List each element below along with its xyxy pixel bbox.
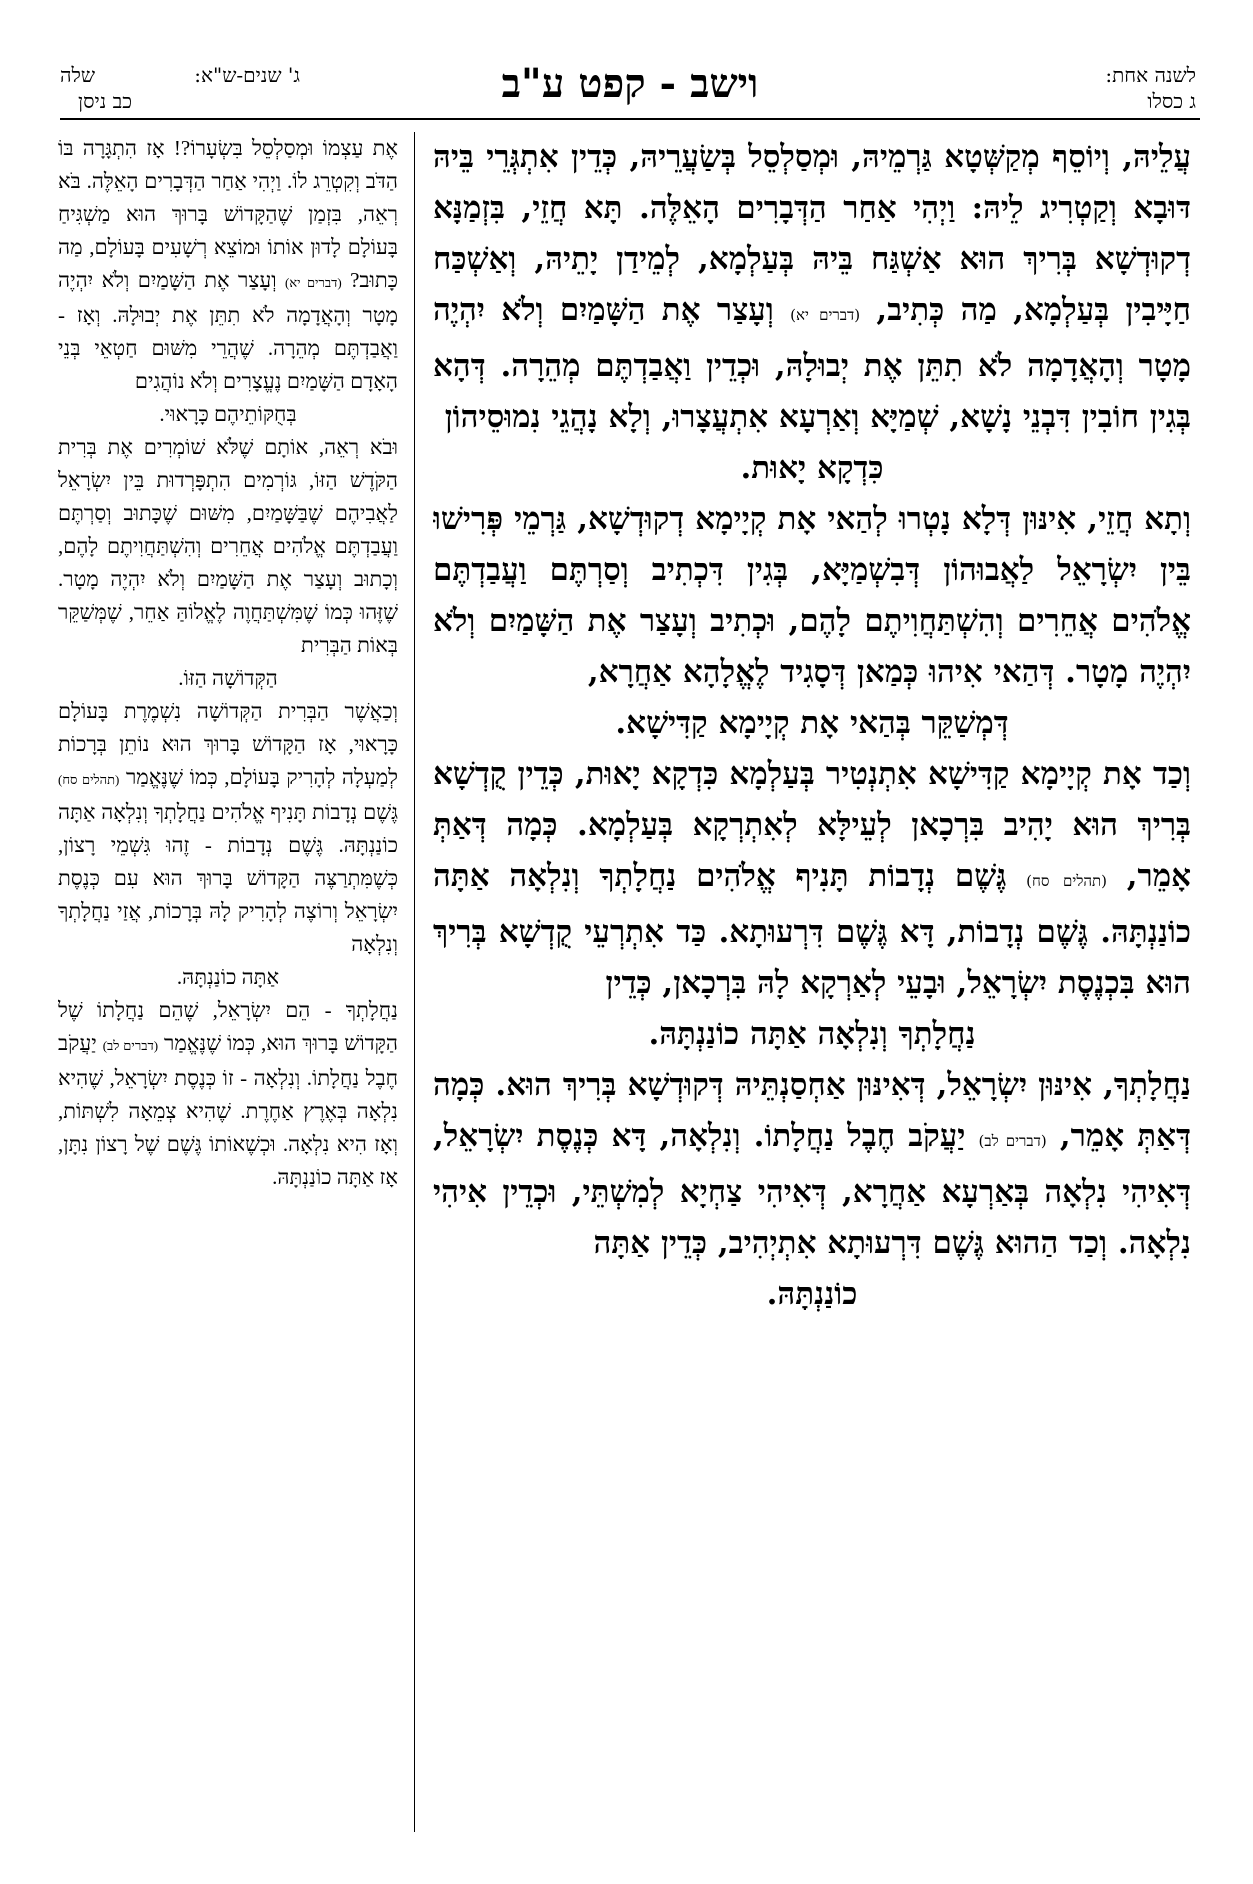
source-ref: (דברים לב) (978, 1132, 1047, 1150)
side-paragraph-2-end: הַקְּדוֹשָׁה הַזּוֹ. (178, 666, 278, 690)
main-paragraph-2: וְתָא חֲזֵי, אִינּוּן דְּלָא נָטְרוּ לְהַאי אָת קְיָימָא דְקוּדְשָׁא, גַּרְמֵי פְּרִישׁוּ בֵּין יִשְׂרָאֵל לַאֲבוּהוֹן דְּבִשְׁמַיָּא, בְּגִין דִּכְתִיב וְסַרְתֶּם וַעֲבַדְתֶּם אֱלֹהִים אֲחֵרִים וְהִשְׁתַּחֲוִיתֶם לָהֶם, וּכְתִיב וְעָצַר אֶת הַשָּׁמַיִם וְלֹא יִהְיֶה מָטָר. דְּהַאי אִיהוּ כְּמַאן דְּסָגִיד לֶאֱלָהָא אַחֲרָא, (433, 501, 1191, 690)
source-ref: (דברים יא) (790, 306, 861, 324)
side-paragraph-1-end: בְּחֻקּוֹתֵיהֶם כָּרָאוּי. (159, 402, 297, 426)
source-ref: (דברים לב) (102, 1038, 159, 1053)
column-divider (414, 132, 415, 1832)
main-paragraph-3: וְכַד אָת קְיָימָא קַדִּישָׁא אִתְנְטִיר בְּעַלְמָא כִּדְקָא יָאוּת, כְּדֵין קֻדְשָׁא בְּרִיךְ הוּא יָהִיב בִּרְכָאן לְעֵילָּא לְאִתְרְקָא בְּעַלְמָא. כְּמָה דְּאַתְּ אָמֵר, (תהלים סח) גֶּשֶׁם נְדָבוֹת תָּנִיף אֱלֹהִים נַחֲלָתְךָ וְנִלְאָה אַתָּה כוֹנַנְתָּהּ. גֶּשֶׁם נְדָבוֹת, דָּא גֶּשֶׁם דִּרְעוּתָא. כַּד אִתְרְעֵי קֻדְשָׁא בְּרִיךְ הוּא בִּכְנֶסֶת יִשְׂרָאֵל, וּבָעֵי לְאַרְקָא לָהּ בִּרְכָאן, כְּדֵין (433, 756, 1191, 1001)
one-year-date: ג כסלו (1147, 89, 1196, 113)
header-rule (60, 118, 1200, 120)
main-paragraph-4-end: כוֹנַנְתָּהּ. (766, 1276, 858, 1312)
main-paragraph-3-end: נַחֲלָתְךָ וְנִלְאָה אַתָּה כוֹנַנְתָּהּ. (648, 1016, 976, 1052)
hebrew-translation-column (58, 132, 398, 1852)
side-paragraph-3-end: אַתָּה כוֹנַנְתָּהּ. (176, 965, 280, 989)
page-header (60, 56, 1200, 126)
aramaic-text-column (433, 132, 1191, 1852)
side-paragraph-4: נַחֲלָתְךָ - הֵם יִשְׂרָאֵל, שֶׁהֵם נַחֲלָתוֹ שֶׁל הַקָּדוֹשׁ בָּרוּךְ הוּא, כְּמוֹ שֶׁנֶּאֱמַר (דברים לב) יַעֲקֹב חֶבֶל נַחֲלָתוֹ. וְנִלְאָה - זוֹ כְּנֶסֶת יִשְׂרָאֵל, שֶׁהִיא נִלְאָה בְּאֶרֶץ אַחֶרֶת. שֶׁהִיא צְמֵאָה לִשְׁתּוֹת, וְאָז הִיא נִלְאָה. וּכְשֶׁאוֹתוֹ גֶּשֶׁם שֶׁל רָצוֹן נִתָּן, אָז אַתָּה כוֹנַנְתָּהּ. (58, 998, 398, 1189)
main-paragraph-1: עֲלֵיהּ, וְיוֹסֵף מְקַשְּׁטָא גַּרְמֵיהּ, וּמְסַלְסֵל בְּשַׂעֲרֵיהּ, כְּדֵין אִתְגְּרֵי בֵּיהּ דּוּבָא וְקַטְרִיג לֵיהּ: וַיְהִי אַחַר הַדְּבָרִים הָאֵלֶּה. תָּא חֲזֵי, בִּזְמַנָּא דְקוּדְשָׁא בְּרִיךְ הוּא אַשְׁגַּח בֵּיהּ בְּעַלְמָא, לְמֵידַן יָתֵיהּ, וְאַשְׁכַּח חַיָּיבִין בְּעַלְמָא, מַה כְּתִיב, (דברים יא) וְעָצַר אֶת הַשָּׁמַיִם וְלֹא יִהְיֶה מָטָר וְהָאֲדָמָה לֹא תִתֵּן אֶת יְבוּלָהּ, וּכְדֵין וַאֲבַדְתֶּם מְהֵרָה. דְּהָא בְּגִין חוֹבִין דִּבְנֵי נָשָׁא, שְׁמַיָּא וְאַרְעָא אִתְעֲצָרוּ, וְלָא נָהֲגֵי נִמוּסֵיהוֹן (433, 139, 1191, 435)
main-paragraph-2-end: דְּמְשַׁקֵּר בְּהַאי אָת קְיָימָא קַדִּישָׁא. (615, 705, 1009, 741)
three-years-label: ג' שנים-ש"א: (194, 63, 300, 87)
daily-schedule-three-years (60, 62, 300, 114)
source-ref: (תהלים סח) (58, 772, 120, 787)
source-ref: (תהלים סח) (1026, 872, 1107, 890)
three-years-number: שלה (60, 63, 96, 87)
side-paragraph-3: וְכַאֲשֶׁר הַבְּרִית הַקְּדוֹשָׁה נִשְׁמֶרֶת בָּעוֹלָם כָּרָאוּי, אָז הַקָּדוֹשׁ בָּרוּךְ הוּא נוֹתֵן בְּרָכוֹת לְמַעְלָה לְהָרִיק בָּעוֹלָם, כְּמוֹ שֶׁנֶּאֱמַר (תהלים סח) גֶּשֶׁם נְדָבוֹת תָּנִיף אֱלֹהִים נַחֲלָתְךָ וְנִלְאָה אַתָּה כוֹנַנְתָּהּ. גֶּשֶׁם נְדָבוֹת - זֶהוּ גִּשְׁמֵי רָצוֹן, כְּשֶׁמִּתְרַצֶּה הַקָּדוֹשׁ בָּרוּךְ הוּא עִם כְּנֶסֶת יִשְׂרָאֵל וְרוֹצֶה לְהָרִיק לָהּ בְּרָכוֹת, אֲזַי נַחֲלָתְךָ וְנִלְאָה (58, 699, 398, 956)
side-paragraph-2: וּבֹא רְאֵה, אוֹתָם שֶׁלֹּא שׁוֹמְרִים אֶת בְּרִית הַקֹּדֶשׁ הַזּוֹ, גּוֹרְמִים הִתְפָּרְדוּת בֵּין יִשְׂרָאֵל לַאֲבִיהֶם שֶׁבַּשָּׁמַיִם, מִשּׁוּם שֶׁכָּתוּב וְסַרְתֶּם וַעֲבַדְתֶּם אֱלֹהִים אֲחֵרִים וְהִשְׁתַּחֲוִיתֶם לָהֶם, וְכָתוּב וְעָצַר אֶת הַשָּׁמַיִם וְלֹא יִהְיֶה מָטָר. שֶׁזֶּהוּ כְּמוֹ שֶׁמִּשְׁתַּחֲוֶה לֶאֱלוֹהַּ אַחֵר, שֶׁמְּשַׁקֵּר בְּאוֹת הַבְּרִית (58, 435, 398, 657)
source-ref: (דברים יא) (285, 275, 342, 290)
main-paragraph-4: נַחֲלָתְךָ, אִינּוּן יִשְׂרָאֵל, דְּאִינּוּן אַחְסַנְתֵּיהּ דְּקוּדְשָׁא בְּרִיךְ הוּא. כְּמָה דְּאַתְּ אָמֵר, (דברים לב) יַעֲקֹב חֶבֶל נַחֲלָתוֹ. וְנִלְאָה, דָּא כְּנֶסֶת יִשְׂרָאֵל, דְּאִיהִי נִלְאָה בְּאַרְעָא אַחֲרָא, דְּאִיהִי צַחְיָא לְמִשְׁתֵּי, וּכְדֵין אִיהִי נִלְאָה. וְכַד הַהוּא גֶּשֶׁם דִּרְעוּתָא אִתְיְהִיב, כְּדֵין אַתָּה (433, 1067, 1191, 1261)
side-paragraph-1: אֶת עַצְמוֹ וּמְסַלְסֵל בִּשְׂעָרוֹ?! אָז הִתְגָּרָה בּוֹ הַדֹּב וְקִטְרֵג לוֹ. וַיְהִי אַחַר הַדְּבָרִים הָאֵלֶּה. בֹּא רְאֵה, בִּזְמַן שֶׁהַקָּדוֹשׁ בָּרוּךְ הוּא מַשְׁגִּיחַ בָּעוֹלָם לָדוּן אוֹתוֹ וּמוֹצֵא רְשָׁעִים בָּעוֹלָם, מַה כָּתוּב? (דברים יא) וְעָצַר אֶת הַשָּׁמַיִם וְלֹא יִהְיֶה מָטָר וְהָאֲדָמָה לֹא תִתֵּן אֶת יְבוּלָהּ. וְאָז - וַאֲבַדְתֶּם מְהֵרָה. שֶׁהֲרֵי מִשּׁוּם חַטְאֵי בְּנֵי הָאָדָם הַשָּׁמַיִם נֶעֱצָרִים וְלֹא נוֹהֲגִים (58, 136, 398, 393)
main-paragraph-1-end: כִּדְקָא יָאוּת. (740, 450, 884, 486)
three-years-date: כב ניסן (78, 89, 132, 113)
page-title: וישב - קפט ע"ב (501, 60, 759, 107)
one-year-label: לשנה אחת: (1105, 63, 1196, 87)
